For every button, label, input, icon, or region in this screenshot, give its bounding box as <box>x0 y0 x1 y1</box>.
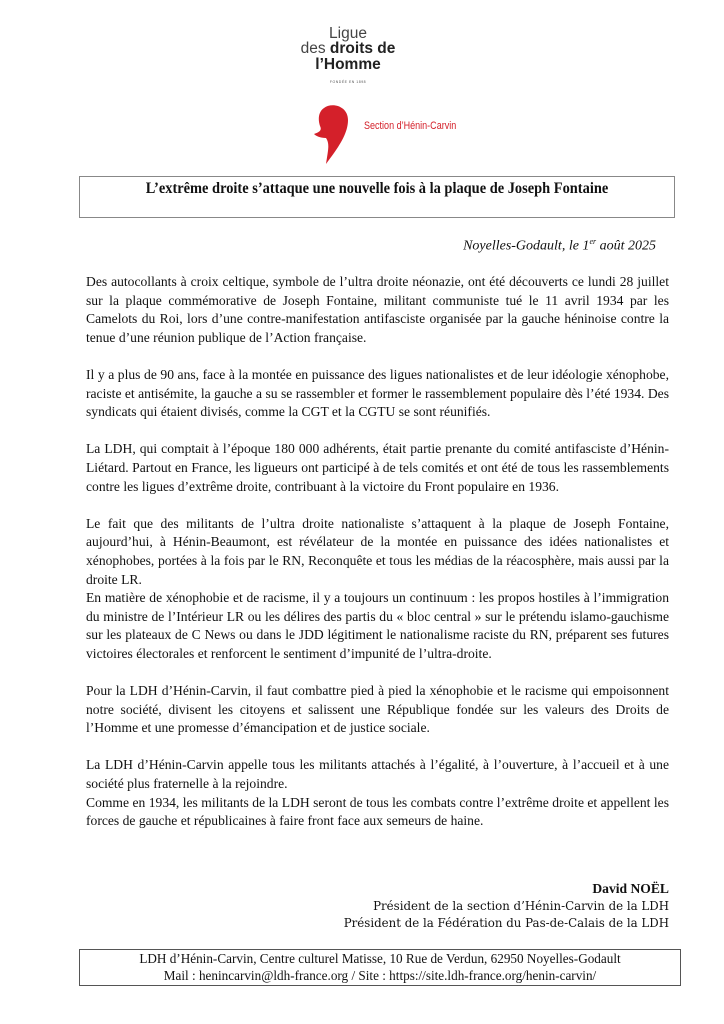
paragraph: Pour la LDH d’Hénin-Carvin, il faut combattre pied à pied la xénophobie et le racisme qui empoisonnent notre société, divisent les citoyens et salissent une République fondée sur les valeurs des Droits de l’Homme et une promesse d’émancipation et de justice sociale. <box>86 683 669 736</box>
paragraph: La LDH, qui comptait à l’époque 180 000 adhérents, était partie prenante du comité antifasciste d’Hénin-Liétard. Partout en France, les ligueurs ont participé à de tels comités et ont été de tous les rassemblements contre les ligues d’extrême droite, contribuant à la victoire du Front populaire en 1936. <box>86 441 669 494</box>
dateline-prefix: Noyelles-Godault, le 1 <box>463 238 590 254</box>
page-title: L’extrême droite s’attaque une nouvelle fois à la plaque de Joseph Fontaine <box>145 180 609 197</box>
signatory-name: David NOËL <box>592 881 669 896</box>
signature <box>344 880 669 933</box>
logo-line-droits-bold: droits de <box>329 40 396 57</box>
dateline-suffix: août 2025 <box>596 238 656 254</box>
footer-contact[interactable]: Mail : henincarvin@ldh-france.org / Site : https://site.ldh-france.org/henin-carvin/ <box>163 967 597 983</box>
paragraph: Il y a plus de 90 ans, face à la montée en puissance des ligues nationalistes et de leur idéologie xénophobe, raciste et antisémite, la gauche a su se rassembler et former le rassemblement populaire dès l’été 1934. Des syndicats qui étaient divisés, comme la CGT et la CGTU se sont réunifiés. <box>86 366 669 420</box>
title-box <box>79 176 675 218</box>
footer-address: LDH d’Hénin-Carvin, Centre culturel Matisse, 10 Rue de Verdun, 62950 Noyelles-Godault <box>139 951 621 966</box>
logo-line-homme: l’Homme <box>315 56 381 73</box>
paragraph: Le fait que des militants de l’ultra droite nationaliste s’attaquent à la plaque de Joseph Fontaine, aujourd’hui, à Hénin-Beaumont, est révélateur de la montée en puissance des idées nationalistes et xénophobes, portées à la fois par le RN, Reconquête et tous les médias de la réacosphère, mais aussi par la droite LR. <box>86 515 669 587</box>
article-body <box>86 273 669 831</box>
paragraph: Comme en 1934, les militants de la LDH seront de tous les combats contre l’extrême droite et appellent les forces de gauche et républicaines à faire front face aux semeurs de haine. <box>86 794 669 829</box>
logo-line-des: des <box>300 40 330 57</box>
ldh-flame-icon <box>314 104 350 164</box>
paragraph: La LDH d’Hénin-Carvin appelle tous les militants attachés à l’égalité, à l’ouverture, à l’accueil et à une société plus fraternelle à la rejoindre. <box>86 757 669 792</box>
signatory-role: Président de la section d’Hénin-Carvin de la LDH <box>373 898 669 913</box>
ldh-logo <box>283 26 413 84</box>
paragraph: En matière de xénophobie et de racisme, il y a toujours un continuum : les propos hostiles à l’immigration du ministre de l’Intérieur LR ou les délires des partis du « bloc central » sur le prétendu islamo-gauchisme sur les plateaux de C News ou dans le JDD légitiment le nationalisme raciste du RN, préparent ses futures victoires électorales et renforcent le sentiment d’impunité de l’ultra-droite. <box>86 590 669 661</box>
footer-box <box>79 949 681 986</box>
logo-line-droits <box>283 41 413 57</box>
signatory-role: Président de la Fédération du Pas-de-Calais de la LDH <box>343 916 669 930</box>
logo-founded: FONDÉE EN 1898 <box>329 80 367 84</box>
dateline <box>463 237 656 255</box>
section-name: Section d’Hénin-Carvin <box>364 120 457 132</box>
logo-line-ligue: Ligue <box>329 25 367 42</box>
dateline-sup: er <box>589 237 597 246</box>
paragraph: Des autocollants à croix celtique, symbole de l’ultra droite néonazie, ont été découverts ce lundi 28 juillet sur la plaque commémorative de Joseph Fontaine, militant communiste tué le 11 avril 1934 par les Camelots du Roi, lors d’une contre-manifestation antifasciste organisée par la gauche héninoise contre la tenue d’une réunion publique de l’Action française. <box>86 274 669 345</box>
